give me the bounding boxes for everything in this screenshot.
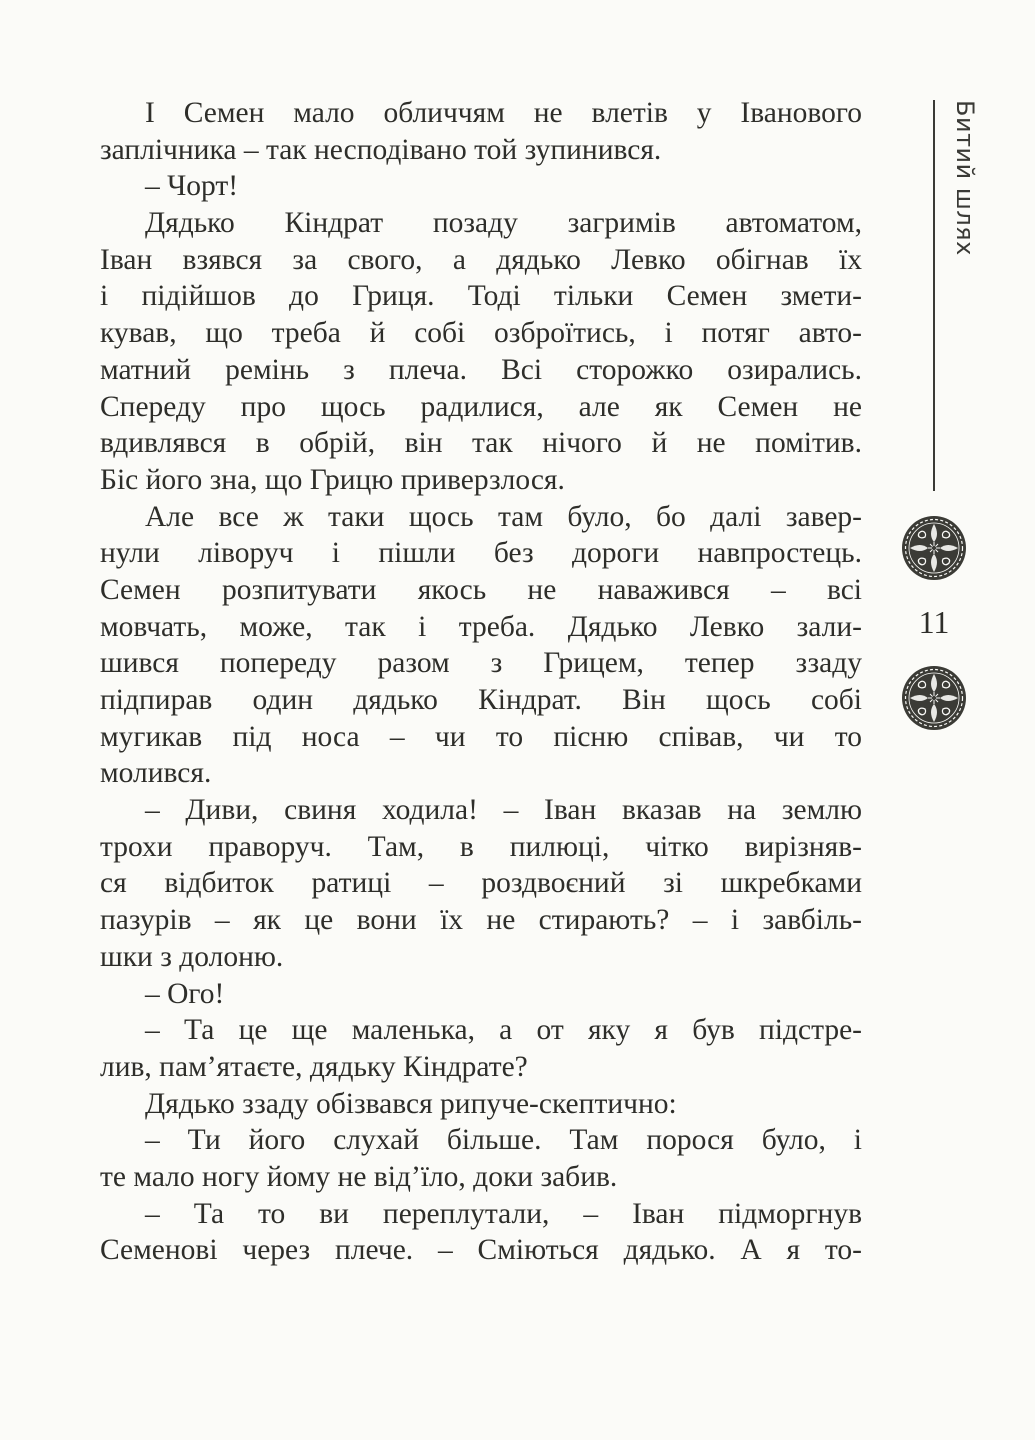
text-line: нули ліворуч і пішли без дороги навпростець.	[100, 537, 862, 570]
text-line: – Та це ще маленька, а от яку я був підстре-	[145, 1014, 862, 1047]
text-line: – Диви, свиня ходила! – Іван вказав на землю	[145, 794, 862, 827]
text-line: І Семен мало обличчям не влетів у Іванового	[145, 97, 862, 129]
text-line: і підійшов до Гриця. Тоді тільки Семен змети-	[100, 280, 862, 313]
text-line: трохи праворуч. Там, в пилюці, чітко вирізняв-	[100, 830, 862, 863]
text-line: Дядько Кіндрат позаду загримів автоматом,	[145, 207, 862, 240]
text-line: Біс його зна, що Грицю приверзлося.	[100, 463, 565, 496]
running-head-title: Битий шлях	[951, 100, 979, 256]
text-line: Спереду про щось радилися, але як Семен не	[100, 390, 862, 423]
text-line: молився.	[100, 757, 212, 790]
rosette-ornament-icon	[901, 665, 967, 731]
text-line: лив, пам’ятаєте, дядьку Кіндрате?	[100, 1050, 528, 1083]
text-line: шки з долоню.	[100, 940, 284, 973]
text-line: заплічника – так несподівано той зупинився.	[100, 133, 662, 166]
text-line: мовчать, може, так і треба. Дядько Левко зали-	[100, 610, 862, 643]
text-line: Дядько ззаду обізвався рипуче-скептично:	[145, 1087, 677, 1120]
rosette-ornament-icon	[901, 515, 967, 581]
body-text	[100, 95, 862, 1269]
text-line: – Ти його слухай більше. Там порося було, і	[145, 1124, 862, 1157]
text-line: шився попереду разом з Грицем, тепер ззаду	[100, 647, 862, 680]
text-line: – Та то ви переплутали, – Іван підморгнув	[145, 1197, 862, 1230]
text-line: кував, що треба й собі озброїтись, і потяг авто-	[100, 317, 862, 350]
page-number: 11	[918, 604, 950, 640]
text-line: Іван взявся за свого, а дядько Левко обігнав їх	[100, 243, 862, 276]
text-line: ся відбиток ратиці – роздвоєний зі шкребками	[100, 867, 862, 900]
text-line: вдивлявся в обрій, він так нічого й не помітив.	[100, 427, 862, 460]
text-line: матний ремінь з плеча. Всі сторожко озирались.	[100, 353, 862, 386]
text-line: – Ого!	[145, 977, 225, 1010]
text-line: Семен розпитувати якось не наважився – всі	[100, 573, 862, 606]
running-head	[945, 100, 981, 270]
text-line: Семенові через плече. – Сміються дядько. А я то-	[100, 1234, 862, 1267]
text-line: мугикав під носа – чи то пісню співав, чи то	[100, 720, 862, 753]
text-line: Але все ж таки щось там було, бо далі завер-	[145, 500, 862, 533]
text-line: – Чорт!	[145, 170, 239, 203]
margin-rule	[933, 100, 935, 491]
text-line: підпирав один дядько Кіндрат. Він щось собі	[100, 684, 862, 716]
text-line: те мало ногу йому не від’їло, доки забив.	[100, 1160, 618, 1193]
text-line: пазурів – як це вони їх не стирають? – і завбіль-	[100, 904, 862, 937]
